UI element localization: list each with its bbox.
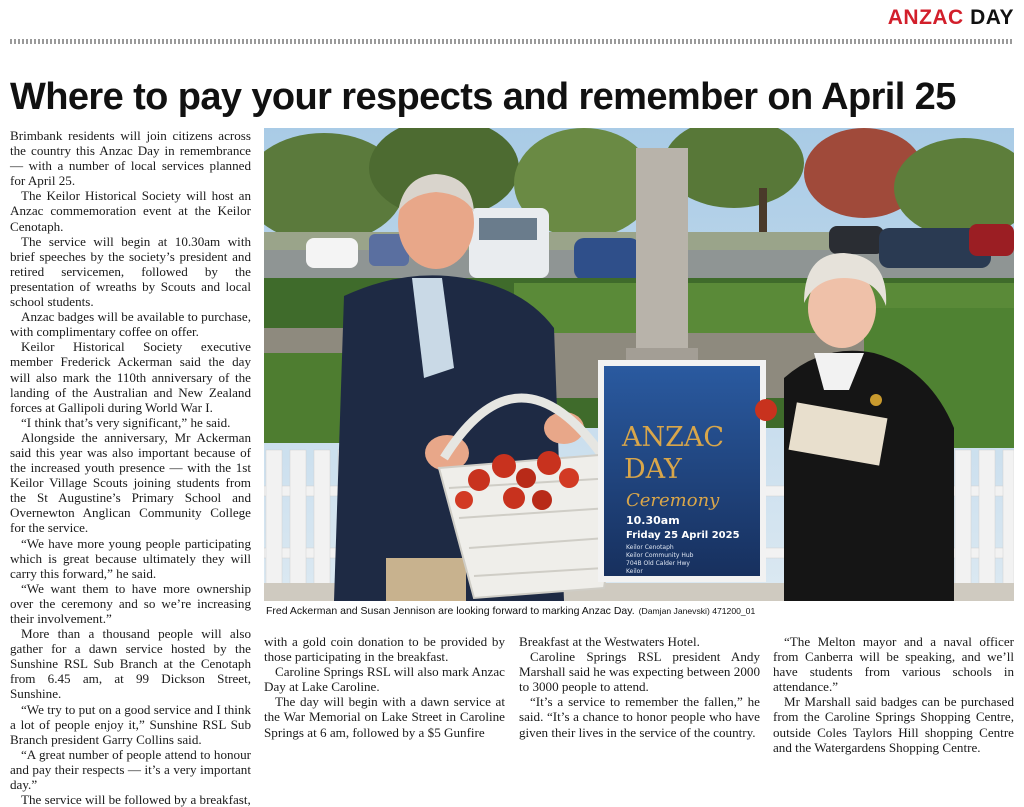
poster-title-anzac: ANZAC <box>622 422 725 453</box>
anzac-day-poster <box>598 360 766 582</box>
article-column-4 <box>773 634 1014 755</box>
section-tag-anzac: ANZAC <box>887 6 964 29</box>
photo-caption <box>266 605 755 617</box>
paragraph: “We try to put on a good service and I think a lot of people enjoy it,” Sunshine RSL Sub Branch president Garry Collins said. <box>10 701 251 747</box>
paragraph: Caroline Springs RSL president Andy Marshall said he was expecting between 2000 to 3000 people to attend. <box>519 649 760 695</box>
caption-text: Fred Ackerman and Susan Jennison are looking forward to marking Anzac Day. <box>266 605 635 617</box>
paragraph: Breakfast at the Westwaters Hotel. <box>519 634 700 649</box>
paragraph: “We have more young people participating which is great because ultimately they will carry this forward,” he said. <box>10 535 251 581</box>
cenotaph <box>636 148 688 360</box>
paragraph: Mr Marshall said badges can be purchased from the Caroline Springs Shopping Centre, outside Coles Taylors Hill shopping Centre and the Watergardens Shopping Centre. <box>773 694 1014 755</box>
poster-date: Friday 25 April 2025 <box>626 530 740 541</box>
article-column-2 <box>264 634 505 740</box>
paragraph: More than a thousand people will also gather for a dawn service hosted by the Sunshine RSL Sub Branch at the Cenotaph from 6.45 am, at 99 Dickson Street, Sunshine. <box>10 626 251 702</box>
poster-title-day: DAY <box>624 454 682 485</box>
header-divider <box>10 39 1014 44</box>
paragraph: “It’s a service to remember the fallen,” he said. “It’s a chance to honor people who have given their lives in the service of the country. <box>519 694 760 740</box>
section-tag <box>888 6 1014 30</box>
paragraph: Alongside the anniversary, Mr Ackerman said this year was also important because of the increased youth presence — with the 1st Keilor Village Scouts joining students from the St Augustine’s Primary School and Overnewton Anglican Community College for the service. <box>10 429 251 536</box>
paragraph: “I think that’s very significant,” he said. <box>21 414 231 430</box>
paragraph: The service will begin at 10.30am with brief speeches by the society’s president and retired servicemen, followed by the presentation of wreaths by Scouts and local school students. <box>10 233 251 310</box>
article-photo <box>264 128 1014 601</box>
headline: Where to pay your respects and remember on April 25 <box>10 76 956 118</box>
article-column-3 <box>519 634 760 740</box>
paragraph: The service will be followed by a breakfast, <box>21 792 251 807</box>
poster-title-ceremony: Ceremony <box>626 490 720 511</box>
paragraph: Caroline Springs RSL will also mark Anzac Day at Lake Caroline. <box>264 664 505 695</box>
paragraph: Brimbank residents will join citizens across the country this Anzac Day in remembrance — with a number of local services planned for April 25. <box>10 128 251 189</box>
paragraph: with a gold coin donation to be provided by those participating in the breakfast. <box>264 634 505 665</box>
section-tag-day: DAY <box>970 6 1014 29</box>
paragraph: Anzac badges will be available to purchase, with complimentary coffee on offer. <box>10 309 251 340</box>
article-column-1 <box>10 128 251 807</box>
paragraph: The Keilor Historical Society will host an Anzac commemoration event at the Keilor Cenotaph. <box>10 188 251 234</box>
poster-time: 10.30am <box>626 514 680 527</box>
photo-credit: (Damjan Janevski) 471200_01 <box>638 606 756 616</box>
poster-venue-2: Keilor Community Hub <box>626 552 694 559</box>
paragraph: Keilor Historical Society executive member Frederick Ackerman said the day will also mark the 110th anniversary of the landing of the Australian and New Zealand forces at Gallipoli during World War I. <box>10 339 251 415</box>
paragraph: The day will begin with a dawn service at the War Memorial on Lake Street in Caroline Springs at 6 am, followed by a $5 Gunfire <box>264 694 505 740</box>
poster-venue-1: Keilor Cenotaph <box>626 544 674 551</box>
paragraph: “The Melton mayor and a naval officer from Canberra will be speaking, and we’ll have students from various schools in attendance.” <box>773 634 1014 695</box>
paragraph: “A great number of people attend to honour and pay their respects — it’s a very important day.” <box>10 746 251 793</box>
poster-venue-3: 704B Old Calder Hwy <box>626 560 690 567</box>
poster-venue-4: Keilor <box>626 568 643 575</box>
paragraph: “We want them to have more ownership over the ceremony and so we’re increasing their involvement.” <box>10 580 251 626</box>
